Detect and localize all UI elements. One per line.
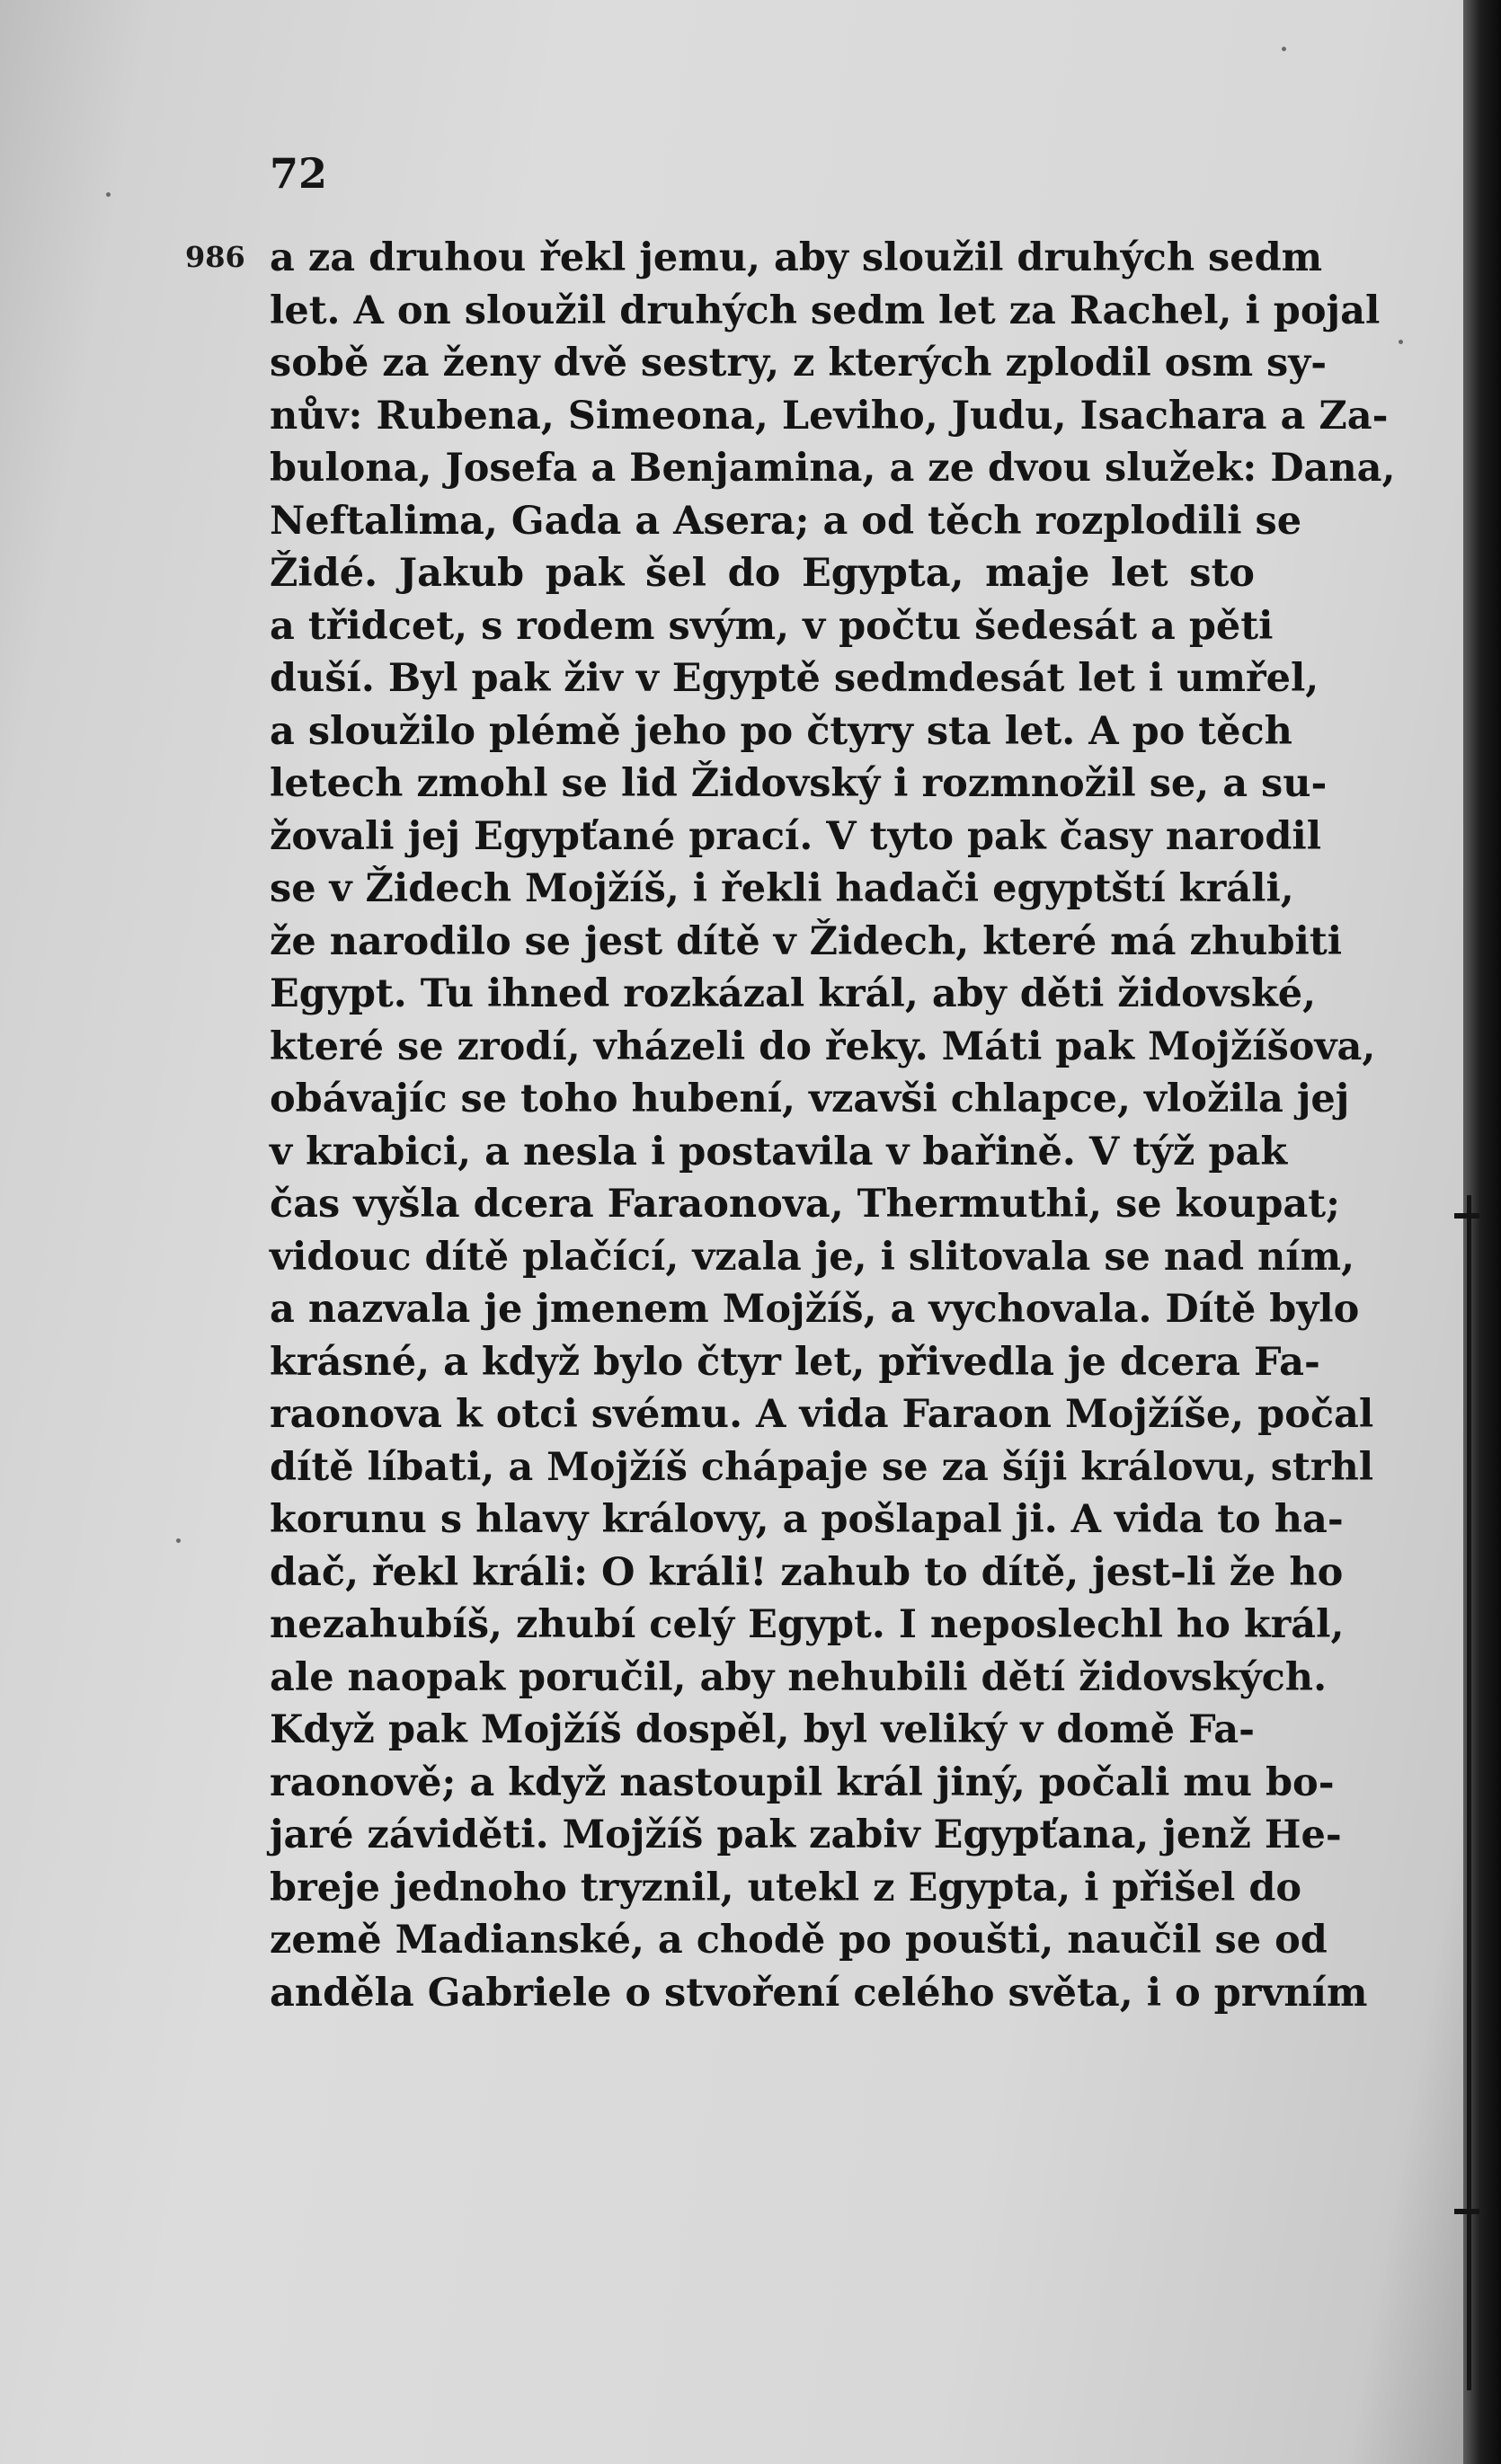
text-line: Neftalima, Gada a Asera; a od těch rozplodili se — [270, 498, 1302, 544]
text-line: čas vyšla dcera Faraonova, Thermuthi, se koupat; — [270, 1182, 1341, 1227]
text-line: letech zmohl se lid Židovský i rozmnožil se, a su- — [270, 761, 1328, 806]
text-line: jaré záviděti. Mojžíš pak zabiv Egypťana, jenž He- — [270, 1813, 1342, 1857]
text-line: raonova k otci svému. A vida Faraon Mojžíše, počal — [270, 1392, 1374, 1437]
text-line: bulona, Josefa a Benjamina, a ze dvou služek: Dana, — [270, 446, 1396, 491]
text-line: ale naopak poručil, aby nehubili dětí židovských. — [270, 1654, 1328, 1700]
text-line: Egypt. Tu ihned rozkázal král, aby děti židovské, — [270, 971, 1317, 1016]
text-line: krásné, a když bylo čtyr let, přivedla je dcera Fa- — [270, 1339, 1320, 1385]
text-line: nův: Rubena, Simeona, Leviho, Judu, Isachara a Za- — [270, 393, 1389, 439]
text-line: žovali jej Egypťané prací. V tyto pak časy narodil — [270, 813, 1322, 859]
text-line: Židé. Jakub pak šel do Egypta, maje let sto — [270, 551, 1255, 596]
text-line: a nazvala je jmenem Mojžíš, a vychovala. Dítě bylo — [270, 1287, 1360, 1332]
paper-speck — [1399, 340, 1403, 344]
paper-speck — [1282, 47, 1286, 51]
text-line: nezahubíš, zhubí celý Egypt. I neposlechl ho král, — [270, 1602, 1345, 1647]
page-number: 72 — [270, 149, 328, 198]
text-line: že narodilo se jest dítě v Židech, které má zhubiti — [270, 918, 1343, 964]
text-line: v krabici, a nesla i postavila v bařině. V týž pak — [270, 1129, 1288, 1174]
text-line: anděla Gabriele o stvoření celého světa, i o prvním — [270, 1970, 1368, 2016]
verse-number: 986 — [185, 240, 245, 274]
text-line: dítě líbati, a Mojžíš chápaje se za šíji královu, strhl — [270, 1444, 1374, 1490]
text-line: země Madianské, a chodě po poušti, naučil se od — [270, 1918, 1328, 1963]
paper-speck — [176, 1538, 181, 1543]
paper-speck — [106, 192, 111, 197]
binding-tick — [1454, 1213, 1479, 1219]
text-line: se v Židech Mojžíš, i řekli hadači egyptští králi, — [270, 866, 1294, 911]
text-line: a sloužilo plémě jeho po čtyry sta let. A po těch — [270, 708, 1292, 754]
text-line: a za druhou řekl jemu, aby sloužil druhých sedm — [270, 235, 1323, 280]
text-line: dač, řekl králi: O králi! zahub to dítě, jest-li že ho — [270, 1549, 1344, 1595]
text-line: breje jednoho tryznil, utekl z Egypta, i přišel do — [270, 1865, 1302, 1910]
text-line: raonově; a když nastoupil král jiný, počali mu bo- — [270, 1759, 1335, 1805]
text-line: duší. Byl pak živ v Egyptě sedmdesát let i umřel, — [270, 656, 1319, 701]
text-line: obávajíc se toho hubení, vzavši chlapce, vložila jej — [270, 1077, 1350, 1121]
text-line: vidouc dítě plačící, vzala je, i slitovala se nad ním, — [270, 1234, 1355, 1280]
binding-tick — [1454, 2209, 1479, 2214]
body-text — [270, 232, 1396, 2019]
text-line: korunu s hlavy královy, a pošlapal ji. A vida to ha- — [270, 1497, 1344, 1542]
text-line: let. A on sloužil druhých sedm let za Rachel, i pojal — [270, 288, 1381, 333]
text-line: které se zrodí, vházeli do řeky. Máti pak Mojžíšova, — [270, 1024, 1376, 1069]
text-line: Když pak Mojžíš dospěl, byl veliký v domě Fa- — [270, 1707, 1255, 1752]
text-line: a třidcet, s rodem svým, v počtu šedesát a pěti — [270, 603, 1274, 649]
text-line: sobě za ženy dvě sestry, z kterých zplodil osm sy- — [270, 341, 1328, 386]
